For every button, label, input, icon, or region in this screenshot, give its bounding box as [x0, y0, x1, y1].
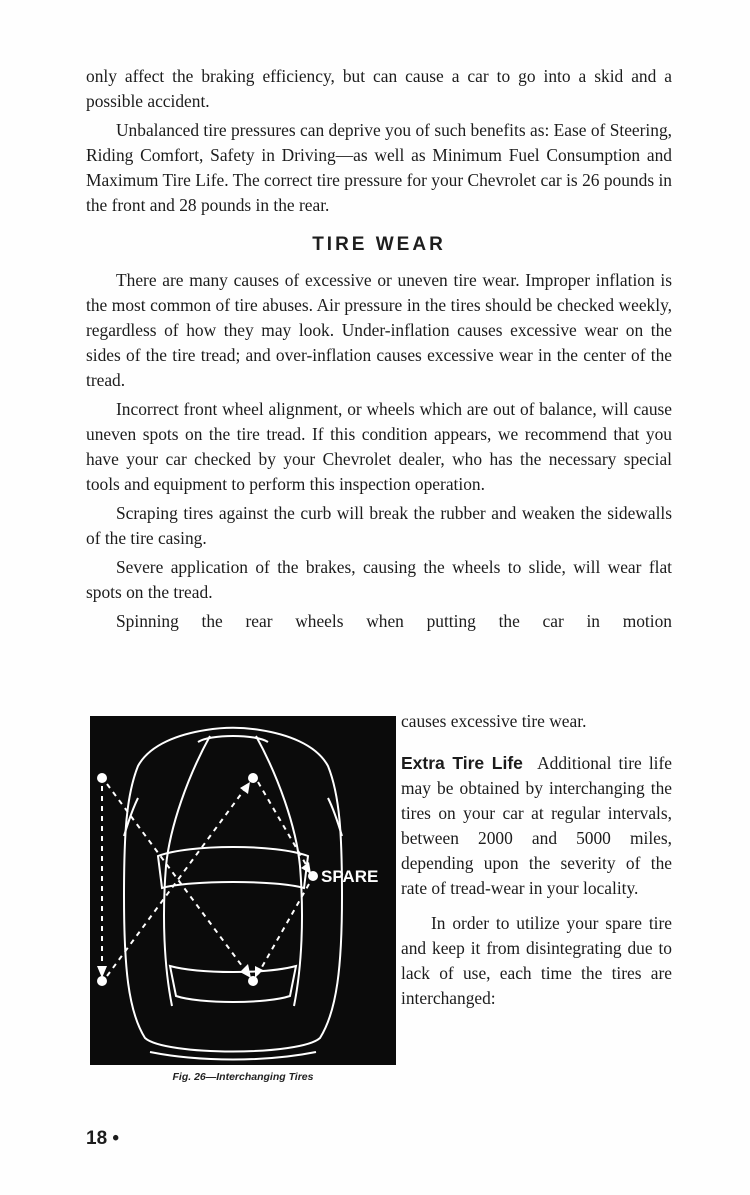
intro-paragraph-2: Unbalanced tire pressures can deprive you of such benefits as: Ease of Steering, Riding Comfort, Safety in Driving—as well as Minimum Fuel Consumption and Maximum Tire Life. The correct tire pressure for your Chevrolet car is 26 pounds in the front and 28 pounds in the rear.: [86, 120, 672, 215]
extra-tire-life-text: Additional tire life may be obtained by interchanging the tires on your car at regular intervals, between 2000 and 5000 miles, depending upon the severity of the rate of tread-wear in your locality.: [401, 753, 672, 898]
intro-paragraph-1: only affect the braking efficiency, but can cause a car to go into a skid and a possible accident.: [86, 66, 672, 111]
figure-caption: Fig. 26—Interchanging Tires: [172, 1071, 314, 1083]
page-body: [86, 64, 672, 634]
car-outline-diagram: [90, 716, 396, 1065]
tire-wear-paragraph-3: Scraping tires against the curb will break the rubber and weaken the sidewalls of the tire casing.: [86, 503, 672, 548]
tire-rotation-diagram: [90, 716, 396, 1065]
tire-wear-paragraph-2: Incorrect front wheel alignment, or wheels which are out of balance, will cause uneven spots on the tire tread. If this condition appears, we recommend that you have your car checked by your Chevrolet dealer, who has the necessary special tools and equipment to perform this inspection operation.: [86, 399, 672, 494]
section-heading: TIRE WEAR: [312, 234, 446, 255]
extra-tire-life-title: Extra Tire Life: [401, 753, 523, 773]
tire-wear-paragraph-5-start: Spinning the rear wheels when putting the car in motion: [116, 611, 672, 631]
tire-wear-paragraph-5-end: causes excessive tire wear.: [401, 711, 587, 731]
sidebar-top: [401, 709, 672, 734]
sidebar: [401, 751, 672, 1011]
extra-tire-life-paragraph: [401, 751, 672, 901]
tire-wear-paragraph-4: Severe application of the brakes, causing the wheels to slide, will wear flat spots on the tread.: [86, 557, 672, 602]
page-number: 18 •: [86, 1128, 120, 1149]
figure: [90, 716, 396, 1083]
spare-tire-paragraph: In order to utilize your spare tire and keep it from disintegrating due to lack of use, each time the tires are interchanged:: [401, 913, 672, 1008]
tire-wear-paragraph-1: There are many causes of excessive or uneven tire wear. Improper inflation is the most common of tire abuses. Air pressure in the tires should be checked weekly, regardless of how they may look. Under-inflation causes excessive wear on the sides of the tire tread; and over-inflation causes excessive wear in the center of the tread.: [86, 270, 672, 390]
spare-label: SPARE: [321, 867, 379, 886]
